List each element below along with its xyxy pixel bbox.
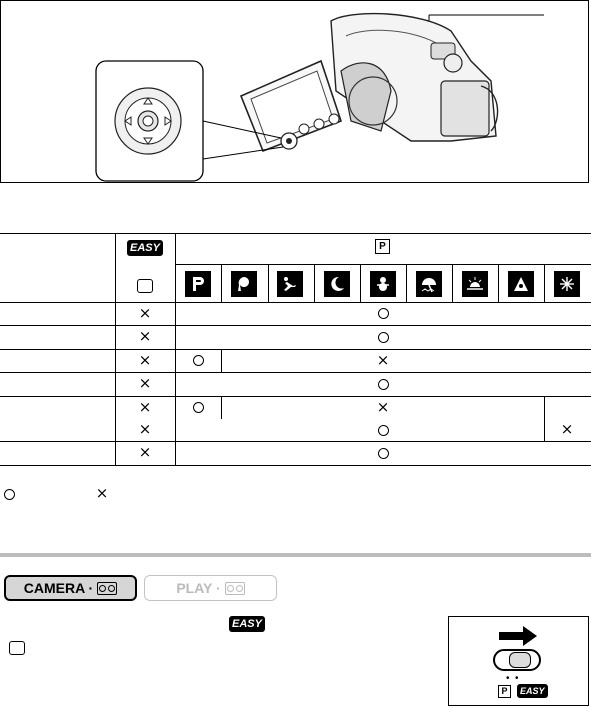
unavailable-mark: × [138,327,152,345]
legend-cross-icon: × [95,484,109,502]
switch-slider[interactable] [509,652,531,668]
available-mark [193,402,204,413]
sunset-icon [462,271,488,297]
camcorder-illustration-frame [0,0,589,183]
available-mark [378,308,389,319]
available-mark [378,379,389,390]
available-mark [378,332,389,343]
camera-mode-label: CAMERA · [23,580,94,596]
portrait-icon [231,271,257,297]
play-mode-button[interactable] [144,575,277,601]
beach-icon [416,271,442,297]
sports-icon [277,271,303,297]
available-mark [193,355,204,366]
auto-inline-icon [9,641,25,655]
legend-circle-icon [4,489,15,500]
camera-mode-button[interactable] [4,575,137,601]
spotlight-icon [508,271,534,297]
unavailable-mark: × [138,397,152,416]
unavailable-mark: × [376,350,390,369]
unavailable-mark: × [138,420,152,438]
tape-icon [225,582,245,595]
snow-icon [370,271,396,297]
unavailable-mark: × [376,397,390,416]
program-mode-icon: P [375,239,390,254]
mode-switch[interactable] [493,649,541,671]
switch-p-icon: P [498,685,511,698]
fireworks-icon [554,271,580,297]
tape-icon [97,582,117,595]
easy-mode-icon: EASY [127,240,163,256]
available-mark [378,425,389,436]
camcorder-illustration [1,1,590,184]
unavailable-mark: × [138,303,152,322]
play-mode-label: PLAY · [176,580,221,596]
unavailable-mark: × [560,420,574,438]
right-arrow-icon [493,625,543,647]
auto-mode-icon [137,279,153,293]
unavailable-mark: × [138,350,152,369]
unavailable-mark: × [138,443,152,461]
switch-detent-dots: • • [506,673,519,684]
mode-switch-illustration [448,616,589,706]
switch-easy-icon: EASY [517,684,548,698]
program-ae-icon [185,271,211,297]
easy-inline-icon: EASY [229,616,265,632]
available-mark [378,448,389,459]
section-divider [0,553,591,557]
night-icon [324,271,350,297]
unavailable-mark: × [138,374,152,392]
